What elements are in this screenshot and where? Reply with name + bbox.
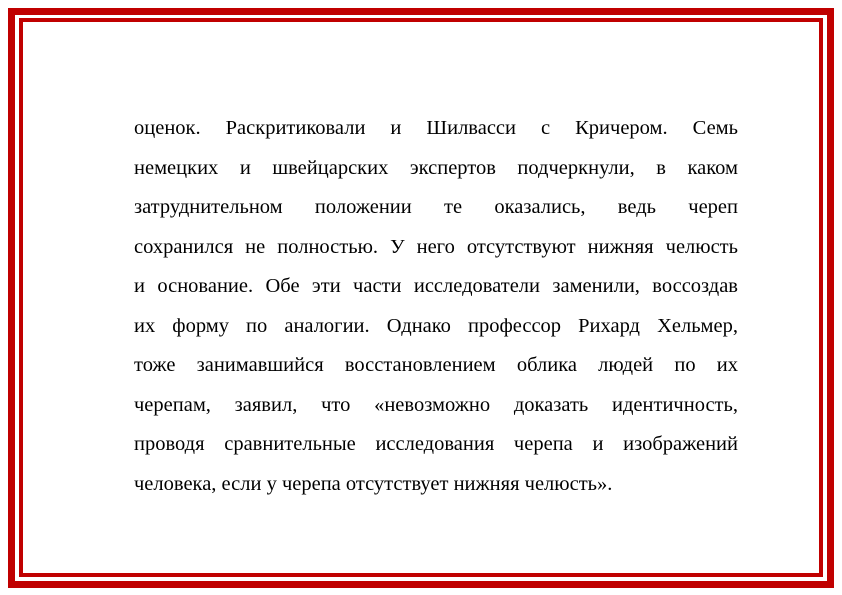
paragraph-line-3: затруднительном положении те оказались, ведь череп [134, 196, 738, 218]
paragraph-line-1: оценок. Раскритиковали и Шилвасси с Кричером. Семь [134, 117, 738, 139]
paragraph-line-9: проводя сравнительные исследования черепа и изображений [134, 433, 738, 455]
paragraph-line-5: и основание. Обе эти части исследователи заменили, воссоздав [134, 275, 738, 297]
body-paragraph [134, 109, 738, 504]
paragraph-line-8: черепам, заявил, что «невозможно доказать идентичность, [134, 393, 738, 416]
paragraph-line-4: сохранился не полностью. У него отсутствуют нижняя челюсть [134, 235, 738, 258]
paragraph-line-7: тоже занимавшийся восстановлением облика людей по их [134, 354, 738, 376]
paragraph-line-10: человека, если у черепа отсутствует нижняя челюсть». [134, 472, 613, 495]
paragraph-line-2: немецких и швейцарских экспертов подчеркнули, в каком [134, 156, 738, 179]
paragraph-line-6: их форму по аналогии. Однако профессор Рихард Хельмер, [134, 314, 738, 337]
